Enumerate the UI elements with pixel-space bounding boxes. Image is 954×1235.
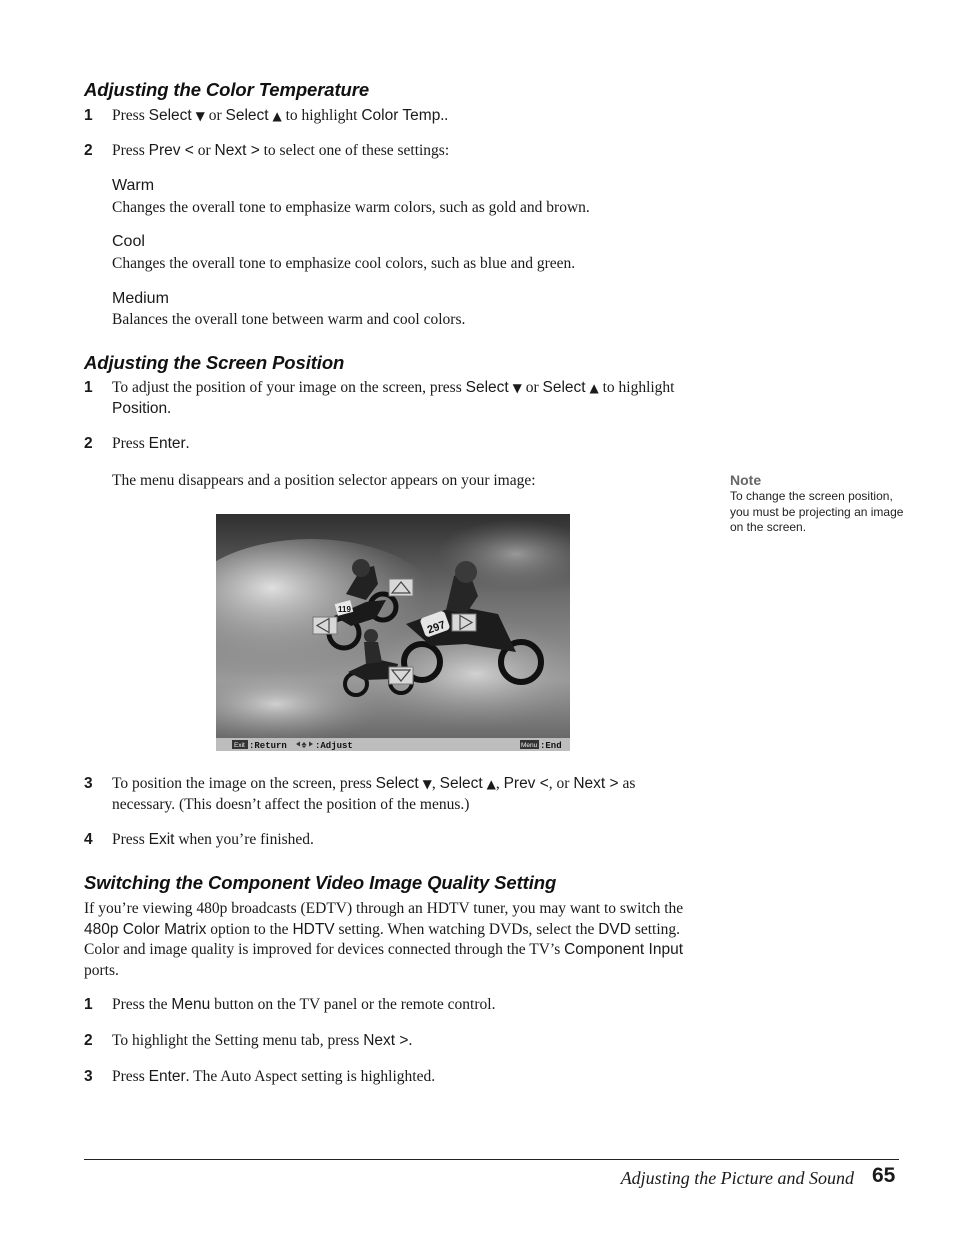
- step-text: [112, 106, 702, 127]
- text: as necessary. (This doesn’t affect the position of the menus.): [112, 775, 636, 813]
- key-label: Prev <: [503, 775, 549, 792]
- option-title-medium: Medium: [112, 290, 169, 307]
- step-number: 2: [84, 142, 93, 159]
- key-label: Color Temp: [361, 107, 441, 124]
- key-label: Enter: [148, 1068, 186, 1085]
- key-label: HDTV: [292, 920, 335, 938]
- bike-number: 119: [338, 605, 351, 614]
- key-label: Enter: [148, 435, 186, 452]
- text: Press: [112, 107, 149, 124]
- text: option to the: [206, 920, 293, 938]
- key-label: 480p Color Matrix: [84, 920, 207, 938]
- text: or: [521, 379, 543, 396]
- text: button on the TV panel or the remote control.: [210, 996, 496, 1013]
- key-label: Select: [439, 775, 483, 792]
- text: Press the: [112, 996, 172, 1013]
- option-desc-warm: Changes the overall tone to emphasize warm colors, such as gold and brown.: [112, 199, 590, 216]
- key-label: Component Input: [564, 941, 684, 958]
- text: Press: [112, 1068, 149, 1085]
- step-text: [112, 434, 702, 455]
- bike-number: 297: [425, 618, 448, 637]
- step-text: [112, 1031, 702, 1052]
- key-label: Next >: [363, 1032, 409, 1049]
- step-number: 1: [84, 379, 93, 396]
- text: when you’re finished.: [174, 831, 314, 848]
- key-label: Position: [112, 399, 168, 417]
- step-text: [112, 141, 702, 162]
- step-number: 3: [84, 1068, 93, 1085]
- text: . The Auto Aspect setting is highlighted.: [185, 1068, 436, 1085]
- option-title-cool: Cool: [112, 233, 145, 250]
- up-triangle-icon: ▲: [486, 777, 496, 791]
- key-label: Menu: [171, 996, 211, 1013]
- text: If you’re viewing 480p broadcasts (EDTV) through an HDTV tuner, you may want to switch the: [84, 900, 684, 917]
- step-number: 3: [84, 775, 93, 792]
- adjust-label: :Adjust: [315, 741, 353, 751]
- text: To highlight the Setting menu tab, press: [112, 1032, 364, 1049]
- option-desc-cool: Changes the overall tone to emphasize cool colors, such as blue and green.: [112, 255, 576, 272]
- note-body: To change the screen position, you must be projecting an image on the screen.: [730, 489, 904, 534]
- text: ports.: [84, 961, 119, 979]
- up-triangle-icon: ▲: [589, 381, 599, 395]
- text: , or: [548, 775, 574, 792]
- arrow-right-icon[interactable]: [452, 614, 476, 631]
- arrow-down-icon[interactable]: [389, 667, 413, 684]
- down-triangle-icon: ▼: [195, 109, 205, 123]
- step-text: [112, 830, 702, 851]
- text: ,: [495, 775, 504, 792]
- option-desc-medium: Balances the overall tone between warm and cool colors.: [112, 311, 466, 328]
- key-label: Select: [148, 107, 192, 124]
- position-selector-figure: [216, 514, 570, 751]
- step-number: 2: [84, 1032, 93, 1049]
- text: to select one of these settings:: [259, 142, 450, 159]
- key-label: Select: [542, 379, 586, 396]
- key-label: Select: [465, 379, 509, 396]
- footer-chapter-title: Adjusting the Picture and Sound: [620, 1168, 854, 1188]
- arrow-left-icon[interactable]: [313, 617, 337, 634]
- text: Press: [112, 831, 149, 848]
- step-number: 4: [84, 831, 93, 848]
- section-heading-screen-position: Adjusting the Screen Position: [84, 352, 345, 373]
- text: To position the image on the screen, press: [112, 775, 376, 792]
- text: .: [167, 399, 172, 417]
- text: ,: [431, 775, 440, 792]
- step-text: [112, 1067, 702, 1088]
- key-label: Next >: [214, 142, 260, 159]
- text: Press: [112, 435, 149, 452]
- section-heading-color-temperature: Adjusting the Color Temperature: [84, 79, 370, 100]
- step-number: 2: [84, 435, 93, 452]
- key-label: DVD: [598, 920, 631, 938]
- key-label: Exit: [148, 831, 175, 848]
- text: setting. Color and image quality is improved for devices connected through the TV’s: [84, 920, 681, 958]
- down-triangle-icon: ▼: [422, 777, 432, 791]
- note-title: Note: [730, 472, 762, 488]
- text: setting. When watching DVDs, select the: [334, 920, 599, 938]
- key-label: Prev <: [148, 142, 194, 159]
- step-number: 1: [84, 107, 93, 124]
- option-title-warm: Warm: [112, 177, 155, 194]
- end-label: :End: [540, 741, 562, 751]
- note-box: [730, 472, 905, 536]
- arrow-up-icon[interactable]: [389, 579, 413, 596]
- page-number: 65: [872, 1164, 896, 1187]
- component-video-intro: [84, 899, 702, 981]
- key-label: Select: [225, 107, 269, 124]
- key-label: Next >: [573, 775, 619, 792]
- text: to highlight: [281, 107, 362, 124]
- key-label: Select: [375, 775, 419, 792]
- down-triangle-icon: ▼: [512, 381, 522, 395]
- step-text: [112, 774, 702, 815]
- position-selector-intro: The menu disappears and a position selector appears on your image:: [112, 472, 536, 489]
- text: .: [408, 1032, 413, 1049]
- text: or: [204, 107, 226, 124]
- step-number: 1: [84, 996, 93, 1013]
- text: ..: [440, 107, 449, 124]
- menu-key-label: Menu: [521, 742, 538, 749]
- exit-key-label: Exit: [234, 742, 245, 749]
- up-triangle-icon: ▲: [272, 109, 282, 123]
- section-heading-component-video: Switching the Component Video Image Quality Setting: [84, 872, 557, 893]
- text: To adjust the position of your image on the screen, press: [112, 379, 466, 396]
- footer-rule: [84, 1159, 899, 1160]
- return-label: :Return: [249, 741, 287, 751]
- text: Press: [112, 142, 149, 159]
- step-text: [112, 995, 702, 1016]
- text: to highlight: [598, 379, 675, 396]
- text: or: [193, 142, 215, 159]
- step-text: [112, 378, 682, 419]
- figure-image: [216, 514, 570, 751]
- text: .: [185, 435, 190, 452]
